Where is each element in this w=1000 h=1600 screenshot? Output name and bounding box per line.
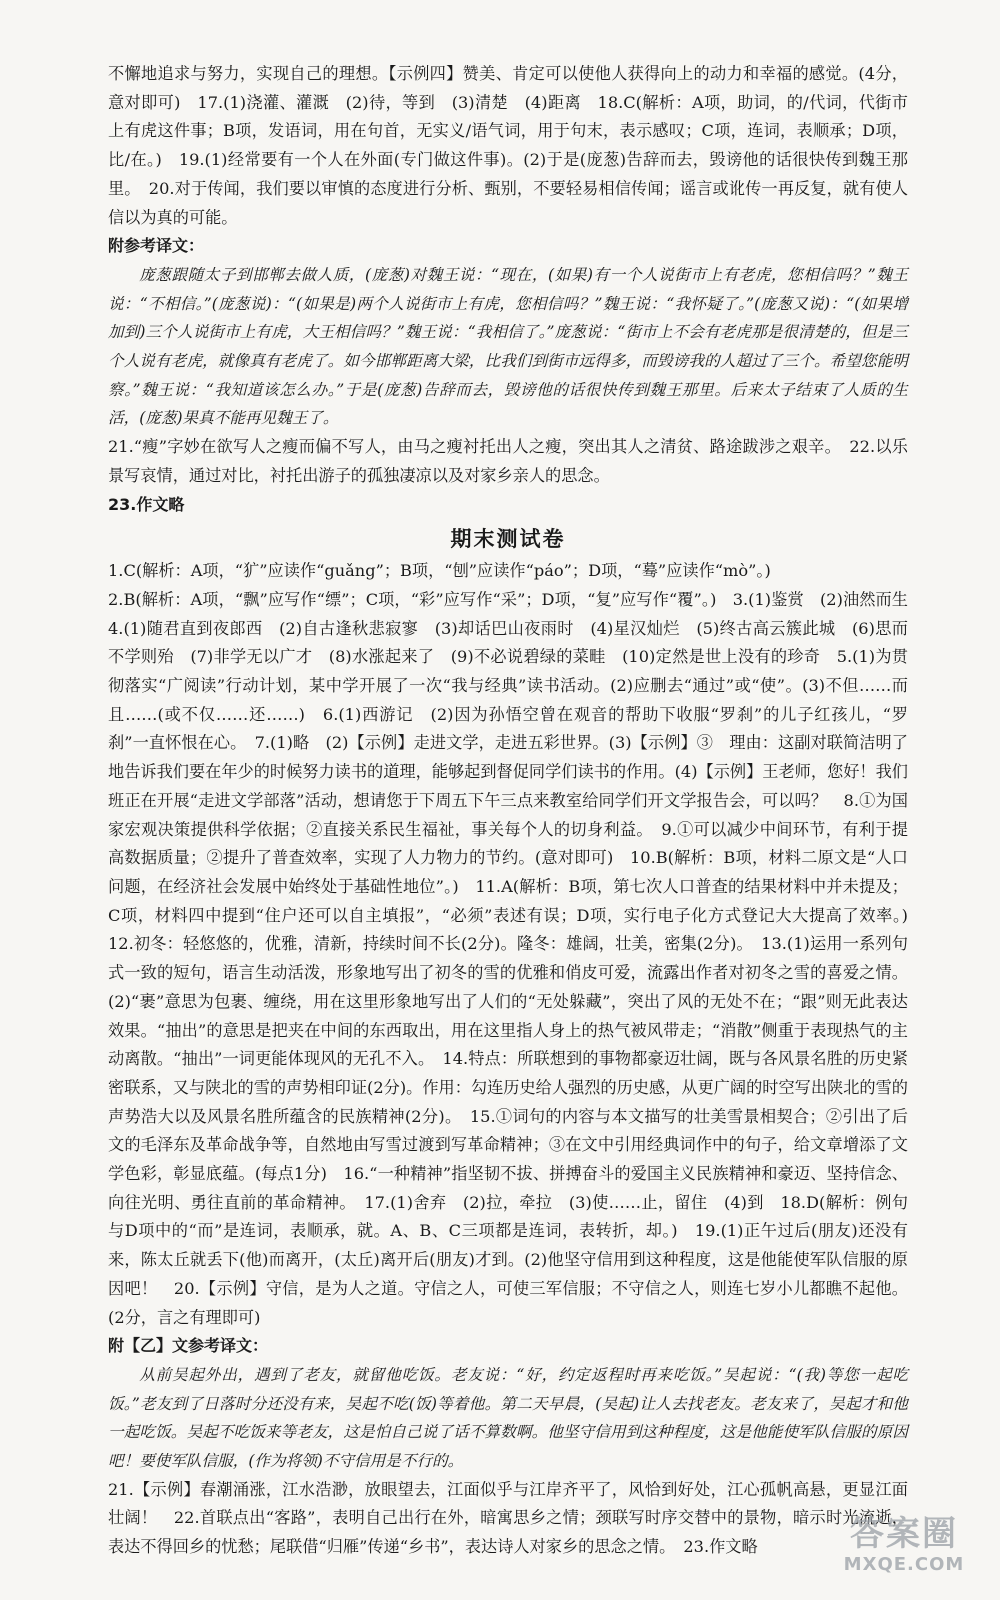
answer-paragraph-3: 23.作文略 bbox=[108, 494, 185, 514]
translation-heading-1: 附参考译文： bbox=[108, 236, 205, 256]
watermark-logo bbox=[834, 1514, 974, 1584]
translation-text-2: 从前吴起外出，遇到了老友，就留他吃饭。老友说：“好，约定返程时再来吃饭。”吴起说：“(我)等您一起吃饭。”老友到了日落时分还没有来，吴起不吃(饭)等着他。第二天早晨，(吴起)让人去找老友。老友来了，吴起才和他一起吃饭。吴起不吃饭来等老友，这是怕自己说了话不算数啊。他坚守信用到这种程度，这是他能使军队信服的原因吧！要使军队信服，(作为将领)不守信用是不行的。 bbox=[108, 1365, 908, 1471]
translation-text-1: 庞葱跟随太子到邯郸去做人质，(庞葱)对魏王说：“现在，(如果)有一个人说街市上有老虎，您相信吗？”魏王说：“不相信。”(庞葱说)：“(如果是)两个人说街市上有虎，您相信吗？”魏王说：“我怀疑了。”(庞葱又说)：“(如果增加到)三个人说街市上有虎，大王相信吗？”魏王说：“我相信了。”庞葱说：“街市上不会有老虎那是很清楚的，但是三个人说有老虎，就像真有老虎了。如今邯郸距离大梁，比我们到街市远得多，而毁谤我的人超过了三个。希望您能明察。”魏王说：“我知道该怎么办。”于是(庞葱)告辞而去，毁谤他的话很快传到魏王那里。后来太子结束了人质的生活，(庞葱)果真不能再见魏王了。 bbox=[108, 265, 908, 428]
exam-title: 期末测试卷 bbox=[450, 527, 566, 552]
answer-paragraph-5: 21.【示例】春潮涌涨，江水浩渺，放眼望去，江面似乎与江岸齐平了，风恰到好处，江心孤帆高悬，更显江面壮阔！ 22.首联点出“客路”，表明自己出行在外，暗寓思乡之情；颈联写时序交替中的景物，暗示时光流逝，表达不得回乡的忧愁；尾联借“归雁”传递“乡书”，表达诗人对家乡的思念之情。 23.作文略 bbox=[108, 1479, 908, 1557]
watermark-url: MXQE.COM bbox=[843, 1554, 965, 1575]
watermark-logo-text: 答案圈 bbox=[850, 1514, 958, 1554]
exam-answers: 1.C(解析：A项，“犷”应读作“guǎng”；B项，“刨”应读作“páo”；D项，“蓦”应读作“mò”。) 2.B(解析：A项，“飘”应写作“缥”；C项，“彩”应写作“采”；D项，“复”应写作“覆”。) 3.(1)鉴赏 (2)油然而生 4.(1)随君直到夜郎西 (2)自古逢秋悲寂寥 (3)却话巴山夜雨时 (4)星汉灿烂 (5)终古高云簇此城 (6)思而不学则殆 (7)非学无以广才 (8)水涨起来了 (9)不必说碧绿的菜畦 (10)定然是世上没有的珍奇 5.(1)为贯彻落实“广阅读”行动计划，某中学开展了一次“我与经典”读书活动。(2)应删去“通过”或“使”。(3)不但……而且……(或不仅……还……) 6.(1)西游记 (2)因为孙悟空曾在观音的帮助下收服“罗刹”的儿子红孩儿，“罗刹”一直怀恨在心。 7.(1)略 (2)【示例】走进文学，走进五彩世界。(3)【示例】③ 理由：这副对联简洁明了地告诉我们要在年少的时候努力读书的道理，能够起到督促同学们读书的作用。(4)【示例】王老师，您好！我们班正在开展“走进文学部落”活动，想请您于下周五下午三点来教室给同学们开文学报告会，可以吗？ 8.①为国家宏观决策提供科学依据；②直接关系民生福祉，事关每个人的切身利益。 9.①可以减少中间环节，有利于提高数据质量；②提升了普查效率，实现了人力物力的节约。(意对即可) 10.B(解析：B项，材料二原文是“人口问题，在经济社会发展中始终处于基础性地位”。) 11.A(解析：B项，第七次人口普查的结果材料中并未提及；C项，材料四中提到“住户还可以自主填报”，“必须”表述有误；D项，实行电子化方式登记大大提高了效率。) 12.初冬：轻悠悠的，优雅，清新，持续时间不长(2分)。隆冬：雄阔，壮美，密集(2分)。 13.(1)运用一系列句式一致的短句，语言生动活泼，形象地写出了初冬的雪的优雅和俏皮可爱，流露出作者对初冬之雪的喜爱之情。(2)“裹”意思为包裹、缠绕，用在这里形象地写出了人们的“无处躲藏”，突出了风的无处不在；“跟”则无此表达效果。“抽出”的意思是把夹在中间的东西取出，用在这里指人身上的热气被风带走；“消散”侧重于表现热气的主动离散。“抽出”一词更能体现风的无孔不入。 14.特点：所联想到的事物都豪迈壮阔，既与各风景名胜的历史紧密联系，又与陕北的雪的声势相印证(2分)。作用：勾连历史给人强烈的历史感，从更广阔的时空写出陕北的雪的声势浩大以及风景名胜所蕴含的民族精神(2分)。 15.①词句的内容与本文描写的壮美雪景相契合；②引出了后文的毛泽东及革命战争等，自然地由写雪过渡到写革命精神；③在文中引用经典词作中的句子，给文章增添了文学色彩，彰显底蕴。(每点1分) 16.“一种精神”指坚韧不拔、拼搏奋斗的爱国主义民族精神和豪迈、坚持信念、向往光明、勇往直前的革命精神。 17.(1)舍弃 (2)拉，牵拉 (3)使……止，留住 (4)到 18.D(解析：例句与D项中的“而”是连词，表顺承，就。A、B、C三项都是连词，表转折，却。) 19.(1)正午过后(朋友)还没有来，陈太丘就丢下(他)而离开，(太丘)离开后(朋友)才到。(2)他坚守信用到这种程度，这是他能使军队信服的原因吧！ 20.【示例】守信，是为人之道。守信之人，可使三军信服；不守信之人，则连七岁小儿都瞧不起他。(2分，言之有理即可) bbox=[108, 561, 908, 1327]
answer-page bbox=[108, 60, 908, 1562]
translation-heading-2: 附【乙】文参考译文： bbox=[108, 1336, 269, 1356]
answer-paragraph-1: 不懈地追求与努力，实现自己的理想。【示例四】赞美、肯定可以使他人获得向上的动力和幸福的感觉。(4分，意对即可) 17.(1)浇灌、灌溉 (2)待，等到 (3)清楚 (4)距离 18.C(解析：A项，助词，的/代词，代街市上有虎这件事；B项，发语词，用在句首，无实义/语气词，用于句末，表示感叹；C项，连词，表顺承；D项，比/在。) 19.(1)经常要有一个人在外面(专门做这件事)。(2)于是(庞葱)告辞而去，毁谤他的话很快传到魏王那里。 20.对于传闻，我们要以审慎的态度进行分析、甄别，不要轻易相信传闻；谣言或讹传一再反复，就有使人信以为真的可能。 bbox=[108, 64, 908, 227]
answer-paragraph-2: 21.“瘦”字妙在欲写人之瘦而偏不写人，由马之瘦衬托出人之瘦，突出其人之清贫、路途跋涉之艰辛。 22.以乐景写哀情，通过对比，衬托出游子的孤独凄凉以及对家乡亲人的思念。 bbox=[108, 437, 908, 485]
